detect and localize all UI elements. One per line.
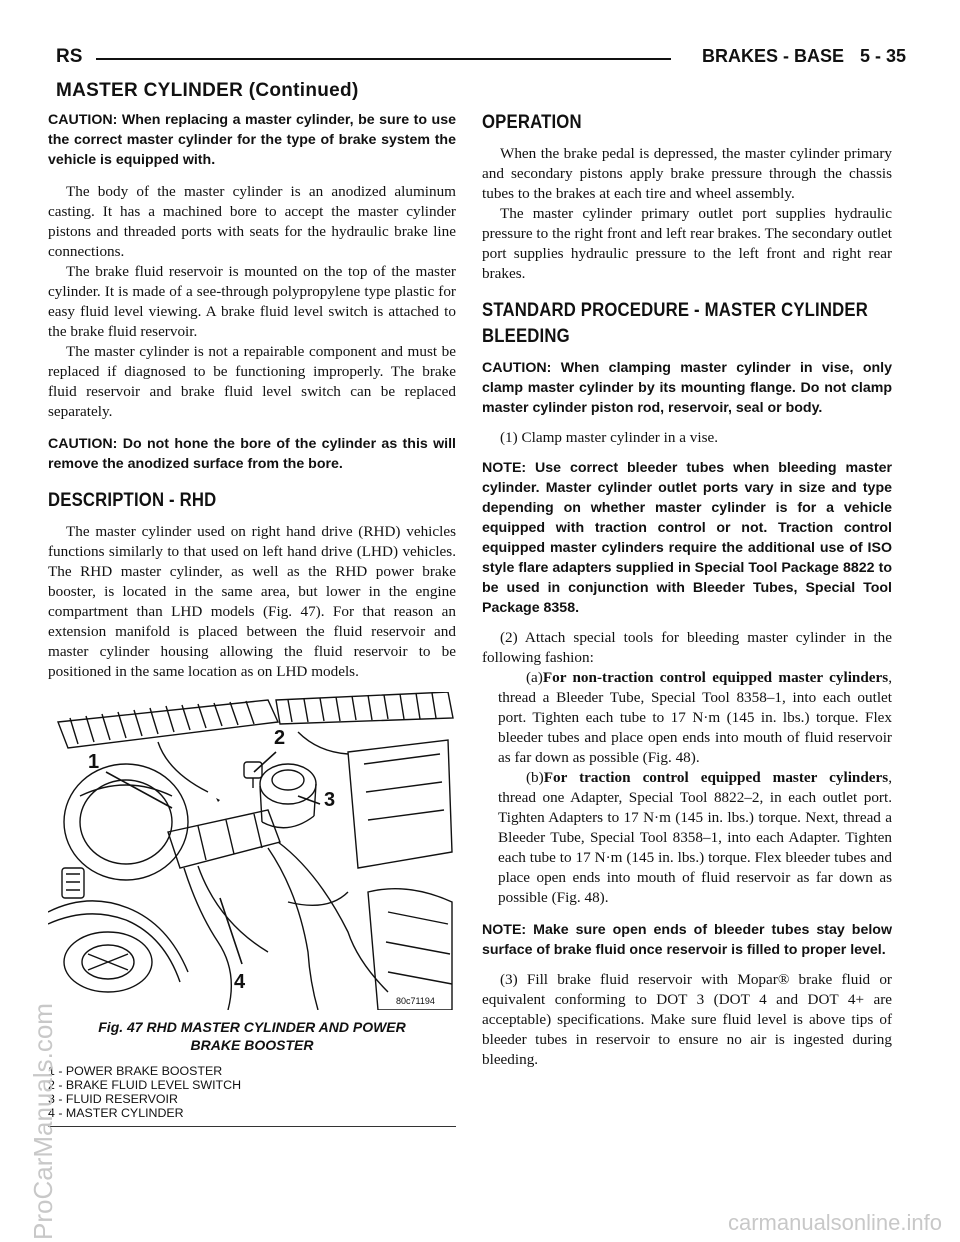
figure-caption [48, 1018, 456, 1054]
heading-standard-procedure: STANDARD PROCEDURE - MASTER CYLINDER [482, 300, 868, 321]
note-bleeder-ends: NOTE: Make sure open ends of bleeder tubes stay below surface of brake fluid once reservoir is filled to proper level. [482, 922, 892, 958]
cowl-grille [58, 692, 453, 748]
paragraph-reservoir: The brake fluid reservoir is mounted on the top of the master cylinder. It is made of a see-through polypropylene type plastic for easy fluid level viewing. A brake fluid level switch is attached to the brake fluid reservoir. [48, 263, 456, 340]
header-right [702, 46, 906, 67]
step-2a [482, 668, 892, 768]
figure-47 [48, 692, 456, 1010]
leader-4 [220, 898, 242, 964]
step-2a-bold: For non-traction control equipped master cylinders [542, 669, 889, 686]
caution-clamping: CAUTION: When clamping master cylinder in vise, only clamp master cylinder by its mounting flange. Do not clamp master cylinder piston rod, reservoir, seal or body. [482, 360, 892, 416]
callout-2: 2 [274, 727, 286, 749]
engine-illustration [48, 692, 456, 1010]
header-section: BRAKES - BASE [701, 46, 844, 66]
header-rule [96, 58, 671, 60]
paragraph-rhd: The master cylinder used on right hand drive (RHD) vehicles functions similarly to that used on left hand drive (LHD) vehicles. The RHD master cylinder, as well as the RHD power brake booster, is located in the same area, but lower in the engine compartment than LHD models (Fig. 47). For that reason an extension manifold is placed between the fluid reservoir and master cylinder housing allowing the fluid reservoir to be positioned in the same location as on LHD models. [48, 523, 456, 680]
figure-code: 80c71194 [396, 996, 435, 1006]
callout-1: 1 [88, 751, 100, 773]
step-2b-label: (b) [526, 769, 544, 786]
legend-item: 2 - BRAKE FLUID LEVEL SWITCH [48, 1078, 242, 1092]
figure-legend [48, 1064, 456, 1127]
caution-replace: CAUTION: When replacing a master cylinder, be sure to use the correct master cylinder for the type of brake system the vehicle is equipped with. [48, 112, 456, 168]
step-3: (3) Fill brake fluid reservoir with Mopar® brake fluid or equivalent conforming to DOT 3 (DOT 4 and DOT 4+ are acceptable) specifications. Make sure fluid level is above tips of bleeder tubes in reservoir to ensure no air is ingested during bleeding. [482, 971, 892, 1068]
watermark-bottom: carmanualsonline.info [727, 1210, 942, 1235]
leader-1 [106, 772, 172, 808]
legend-item: 1 - POWER BRAKE BOOSTER [48, 1064, 223, 1078]
callout-3: 3 [324, 789, 336, 811]
paragraph-operation-1: When the brake pedal is depressed, the master cylinder primary and secondary pistons apply brake pressure through the chassis tubes to the brakes at each tire and wheel assembly. [482, 145, 892, 202]
header-model: RS [56, 46, 83, 67]
page-header [56, 46, 906, 72]
legend-item: 3 - FLUID RESERVOIR [48, 1092, 178, 1106]
step-1: (1) Clamp master cylinder in a vise. [500, 429, 719, 446]
callout-4: 4 [234, 971, 246, 993]
note-bleeder-tubes: NOTE: Use correct bleeder tubes when bleeding master cylinder. Master cylinder outlet ports vary in size and type depending on whether master cylinder is for a vehicle equipped with traction control or not. Traction control equipped master cylinders require the additional use of ISO style flare adapters supplied in Special Tool Package 8822 to be used in conjunction with Bleeder Tubes, Special Tool Package 8358. [482, 460, 892, 616]
step-2a-label: (a) [526, 669, 543, 686]
watermark-side: ProCarManuals.com [28, 1003, 58, 1240]
step-2b [482, 768, 892, 908]
continued-title: MASTER CYLINDER (Continued) [56, 80, 359, 101]
heading-operation: OPERATION [482, 112, 582, 133]
step-2b-bold: For traction control equipped master cylinders [543, 769, 889, 786]
header-page-number: 5 - 35 [859, 46, 906, 66]
heading-bleeding: BLEEDING [482, 326, 570, 347]
paragraph-body: The body of the master cylinder is an anodized aluminum casting. It has a machined bore to accept the master cylinder pistons and threaded ports with seats for the hydraulic brake line connections. [48, 183, 456, 260]
right-column [482, 110, 892, 1080]
booster-outline [64, 764, 188, 880]
step-2b-text: , thread one Adapter, Special Tool 8822–2, in each outlet port. Tighten Adapters to 17 N·m (145 in. lbs.) torque. Next, thread a Bleeder Tube, Special Tool 8358–1, into each Adapter. Tighten each tube to 17 N·m (145 in. lbs.) torque. Flex bleeder tubes and place open ends into mouth of fluid reservoir as far down as possible (Fig. 48). [498, 769, 892, 906]
left-column [48, 110, 456, 1127]
caption-line-2: BRAKE BOOSTER [190, 1037, 314, 1053]
step-2: (2) Attach special tools for bleeding master cylinder in the following fashion: [482, 629, 892, 666]
paragraph-repair: The master cylinder is not a repairable component and must be replaced if diagnosed to be functioning improperly. The brake fluid reservoir and brake fluid level switch can be replaced separately. [48, 343, 456, 420]
step-2a-text: , thread a Bleeder Tube, Special Tool 8358–1, into each outlet port. Tighten each tube to 17 N·m (145 in. lbs.) torque. Flex bleeder tubes and place open ends into mouth of fluid reservoir as far down as possible (Fig. 48). [498, 669, 892, 766]
caution-hone: CAUTION: Do not hone the bore of the cylinder as this will remove the anodized surface from the bore. [48, 436, 456, 472]
caption-line-1: Fig. 47 RHD MASTER CYLINDER AND POWER [98, 1019, 406, 1035]
heading-description-rhd: DESCRIPTION - RHD [48, 490, 217, 511]
paragraph-operation-2: The master cylinder primary outlet port supplies hydraulic pressure to the right front and left rear brakes. The secondary outlet port supplies hydraulic pressure to the left front and right rear brakes. [482, 205, 892, 282]
legend-item: 4 - MASTER CYLINDER [48, 1106, 184, 1120]
